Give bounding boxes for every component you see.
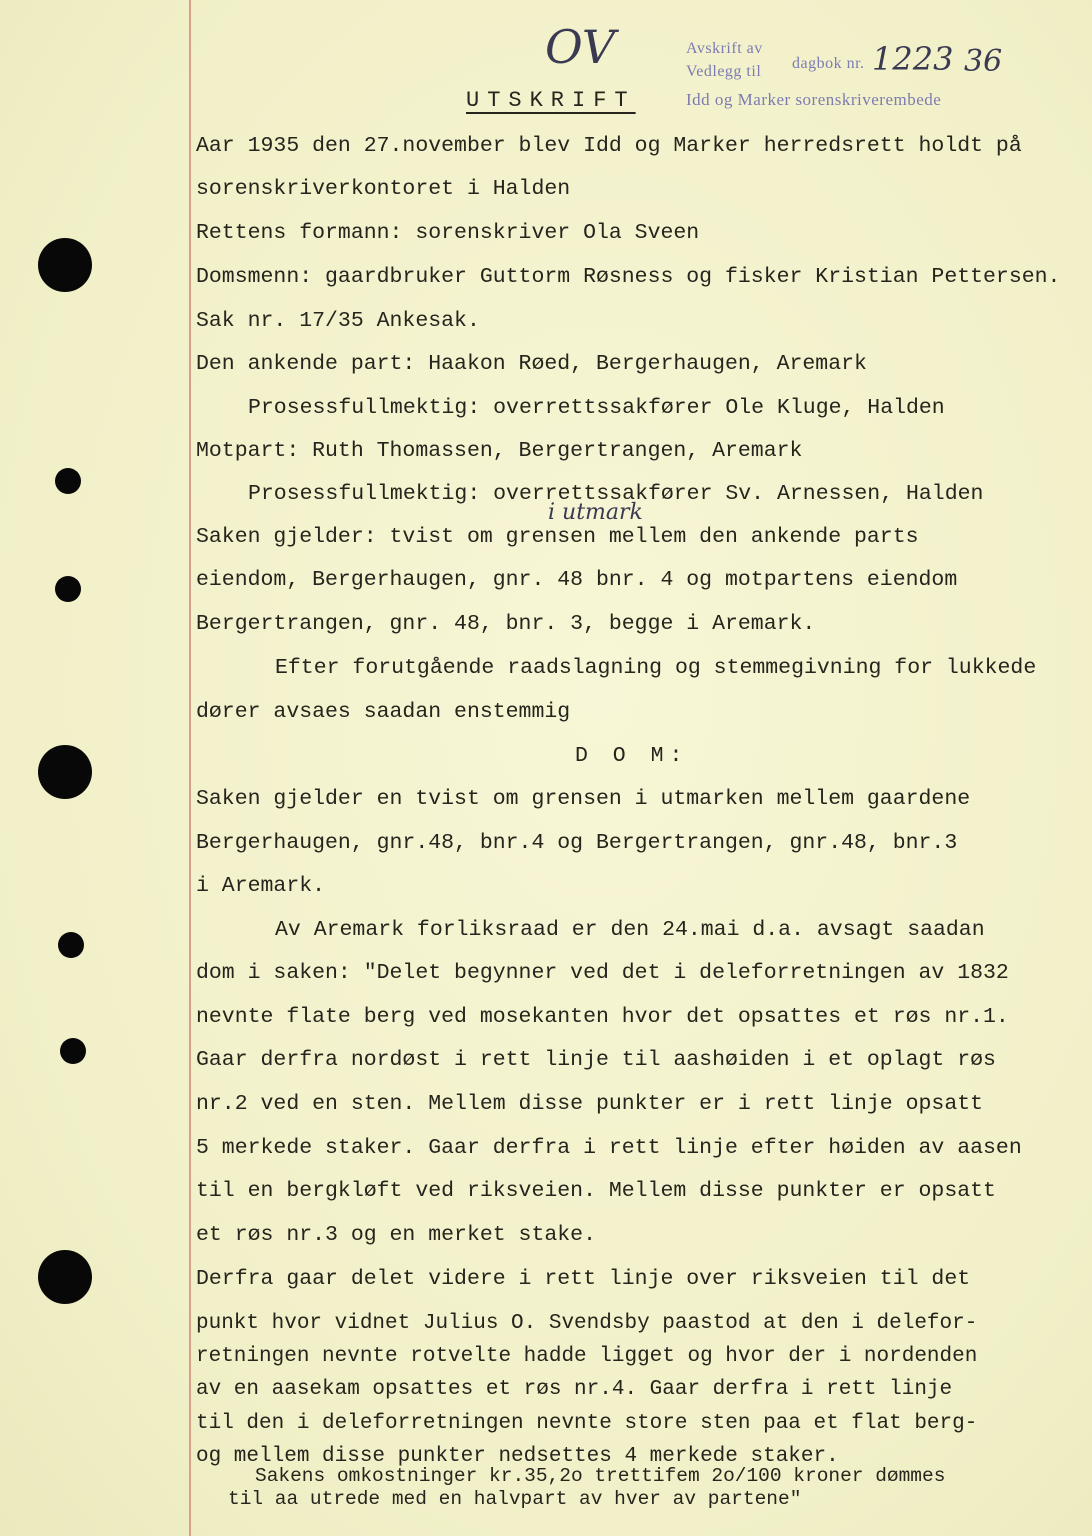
- text-line: Den ankende part: Haakon Røed, Bergerhaugen, Aremark: [196, 352, 867, 376]
- text-line: Motpart: Ruth Thomassen, Bergertrangen, Aremark: [196, 439, 803, 463]
- stamp-dagbok: dagbok nr.: [792, 55, 865, 72]
- stamp-avskrift: Avskrift av: [686, 40, 763, 57]
- text-line: Domsmenn: gaardbruker Guttorm Røsness og fisker Kristian Pettersen.: [196, 265, 1061, 289]
- text-line: Efter forutgående raadslagning og stemmegivning for lukkede: [275, 656, 1037, 680]
- text-line: Bergertrangen, gnr. 48, bnr. 3, begge i Aremark.: [196, 612, 816, 636]
- text-line: sorenskriverkontoret i Halden: [196, 177, 571, 201]
- handwritten-dagbok-number: 1223: [872, 40, 954, 78]
- handwritten-insertion: i utmark: [548, 500, 643, 525]
- text-line: til aa utrede med en halvpart av hver av partene": [228, 1488, 802, 1510]
- punch-hole: [60, 1038, 86, 1064]
- dom-heading: D O M:: [575, 744, 689, 768]
- punch-hole: [38, 1250, 92, 1304]
- stamp-line-2: [686, 63, 761, 81]
- text-line: Prosessfullmektig: overrettssakfører Sv. Arnessen, Halden: [248, 482, 984, 506]
- text-line: eiendom, Bergerhaugen, gnr. 48 bnr. 4 og motpartens eiendom: [196, 568, 958, 592]
- text-line: Saken gjelder en tvist om grensen i utmarken mellem gaardene: [196, 787, 971, 811]
- text-line: til den i deleforretningen nevnte store sten paa et flat berg-: [196, 1412, 978, 1435]
- text-line: Sak nr. 17/35 Ankesak.: [196, 309, 480, 333]
- text-line: Rettens formann: sorenskriver Ola Sveen: [196, 221, 700, 245]
- document-title: UTSKRIFT: [466, 88, 636, 113]
- text-line: av en aasekam opsattes et røs nr.4. Gaar derfra i rett linje: [196, 1378, 953, 1401]
- handwritten-initials: OV: [545, 20, 616, 74]
- text-line: Bergerhaugen, gnr.48, bnr.4 og Bergertrangen, gnr.48, bnr.3: [196, 831, 958, 855]
- text-line: Aar 1935 den 27.november blev Idd og Marker herredsrett holdt på: [196, 134, 1022, 158]
- text-line: dører avsaes saadan enstemmig: [196, 700, 571, 724]
- punch-hole: [55, 576, 81, 602]
- text-line: retningen nevnte rotvelte hadde ligget og hvor der i nordenden: [196, 1345, 978, 1368]
- text-line: punkt hvor vidnet Julius O. Svendsby paastod at den i delefor-: [196, 1312, 978, 1335]
- text-line: i Aremark.: [196, 874, 326, 898]
- text-line: nevnte flate berg ved mosekanten hvor det opsattes et røs nr.1.: [196, 1005, 1009, 1029]
- stamp-vedlegg: Vedlegg til: [686, 63, 762, 80]
- stamp-line-3: Idd og Marker sorenskriverembede: [686, 90, 942, 109]
- text-line: Prosessfullmektig: overrettssakfører Ole Kluge, Halden: [248, 396, 945, 420]
- text-line: Av Aremark forliksraad er den 24.mai d.a. avsagt saadan: [275, 918, 985, 942]
- text-line: et røs nr.3 og en merket stake.: [196, 1223, 596, 1247]
- text-line: dom i saken: "Delet begynner ved det i deleforretningen av 1832: [196, 961, 1009, 985]
- handwritten-year: 36: [964, 44, 1003, 79]
- text-line: 5 merkede staker. Gaar derfra i rett linje efter høiden av aasen: [196, 1136, 1022, 1160]
- punch-hole: [38, 745, 92, 799]
- punch-hole: [38, 238, 92, 292]
- text-line: nr.2 ved en sten. Mellem disse punkter er i rett linje opsatt: [196, 1092, 984, 1116]
- punch-hole: [55, 468, 81, 494]
- text-line: og mellem disse punkter nedsettes 4 merkede staker.: [196, 1445, 839, 1468]
- text-line: Saken gjelder: tvist om grensen mellem den ankende parts: [196, 525, 919, 549]
- text-line: til en bergkløft ved riksveien. Mellem disse punkter er opsatt: [196, 1179, 996, 1203]
- stamp-line-1: [686, 40, 763, 58]
- text-line: Gaar derfra nordøst i rett linje til aashøiden i et oplagt røs: [196, 1048, 996, 1072]
- text-line: Derfra gaar delet videre i rett linje over riksveien til det: [196, 1267, 971, 1291]
- punch-hole: [58, 932, 84, 958]
- margin-line: [189, 0, 191, 1536]
- text-line: Sakens omkostninger kr.35,2o trettifem 2o/100 kroner dømmes: [255, 1465, 946, 1487]
